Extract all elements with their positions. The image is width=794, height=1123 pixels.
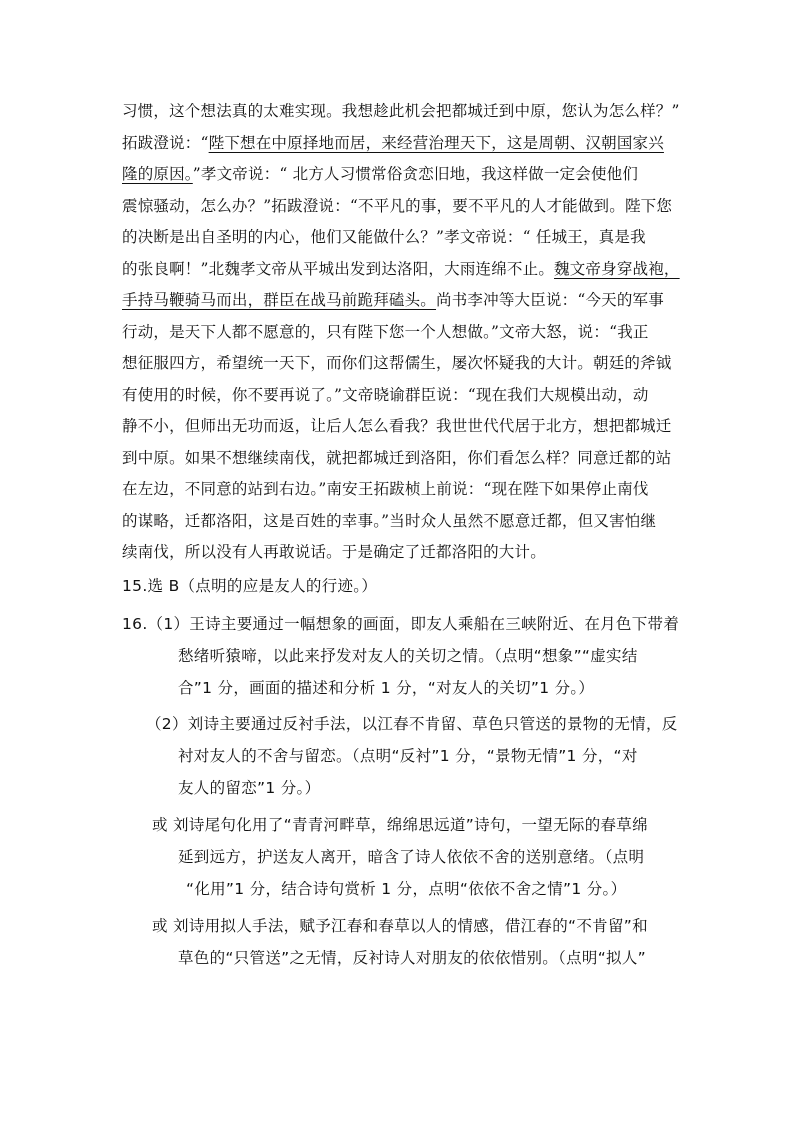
translation-line: 想征服四方，希望统一天下，而你们这帮儒生，屡次怀疑我的大计。朝廷的斧钺 xyxy=(122,354,672,372)
answer-alt-1: 或 刘诗尾句化用了“青青河畔草，绵绵思远道”诗句，一望无际的春草绵 xyxy=(152,816,648,834)
translation-line: 静不小，但师出无功而返，让后人怎么看我？我世世代代居于北方，想把都城迁 xyxy=(122,417,672,435)
translation-line: 的张良啊！”北魏孝文帝从平城出发到达洛阳，大雨连绵不止。魏文帝身穿战袍， xyxy=(122,260,680,278)
underlined-text: 陛下想在中原择地而居，来经营治理天下，这是周朝、汉朝国家兴 xyxy=(208,134,664,152)
translation-line: 的谋略，迁都洛阳，这是百姓的幸事。”当时众人虽然不愿意迁都，但又害怕继 xyxy=(122,512,657,530)
translation-line: 拓跋澄说：“陛下想在中原择地而居，来经营治理天下，这是周朝、汉朝国家兴 xyxy=(122,134,664,152)
translation-line: 在左边，不同意的站到右边。”南安王拓跋桢上前说：“现在陛下如果停止南伐 xyxy=(122,480,649,498)
answer-16-1: 16.（1）王诗主要通过一幅想象的画面，即友人乘船在三峡附近、在月色下带着 xyxy=(122,615,680,633)
translation-line: 震惊骚动，怎么办？”拓跋澄说：“不平凡的事，要不平凡的人才能做到。陛下您 xyxy=(122,197,673,215)
answer-line: 草色的“只管送”之无情，反衬诗人对朋友的依依惜别。（点明“拟人” xyxy=(178,949,646,967)
translation-line: 续南伐，所以没有人再敢说话。于是确定了迁都洛阳的大计。 xyxy=(122,543,546,561)
translation-line: 习惯，这个想法真的太难实现。我想趁此机会把都城迁到中原，您认为怎么样？” xyxy=(122,102,680,120)
translation-line: 隆的原因。”孝文帝说：“ 北方人习惯常俗贪恋旧地，我这样做一定会使他们 xyxy=(122,165,639,183)
answer-line: 愁绪听猿啼，以此来抒发对友人的关切之情。（点明“想象”“虚实结 xyxy=(178,647,638,665)
underlined-text: 魏文帝身穿战袍， xyxy=(554,260,680,278)
translation-line: 的决断是出自圣明的内心，他们又能做什么？”孝文帝说：“ 任城王，真是我 xyxy=(122,228,646,246)
answer-line: 延到远方，护送友人离开，暗含了诗人依依不舍的送别意绪。（点明 xyxy=(178,848,645,866)
translation-line: 有使用的时候，你不要再说了。”文帝晓谕群臣说：“现在我们大规模出动，动 xyxy=(122,386,649,404)
answer-line: 衬对友人的不舍与留恋。（点明“反衬”1 分，“景物无情”1 分，“对 xyxy=(178,747,638,765)
answer-alt-2: 或 刘诗用拟人手法，赋予江春和春草以人的情感，借江春的“不肯留”和 xyxy=(152,917,648,935)
answer-16-2: （2）刘诗主要通过反衬手法，以江春不肯留、草色只管送的景物的无情，反 xyxy=(146,715,678,733)
translation-line: 行动，是天下人都不愿意的，只有陛下您一个人想做。”文帝大怒，说：“我正 xyxy=(122,323,649,341)
answer-line: 友人的留恋”1 分。） xyxy=(178,779,321,797)
answer-line: 合”1 分，画面的描述和分析 1 分，“对友人的关切”1 分。） xyxy=(178,679,595,697)
translation-line: 手持马鞭骑马而出，群臣在战马前跪拜磕头。尚书李冲等大臣说：“今天的军事 xyxy=(122,291,664,309)
underlined-text: 隆的原因。 xyxy=(122,165,193,183)
underlined-text: 手持马鞭骑马而出，群臣在战马前跪拜磕头。 xyxy=(122,291,437,309)
answer-line: “化用”1 分，结合诗句赏析 1 分，点明“依依不舍之情”1 分。） xyxy=(186,880,627,898)
translation-line: 到中原。如果不想继续南伐，就把都城迁到洛阳，你们看怎么样？同意迁都的站 xyxy=(122,449,672,467)
answer-15: 15.选 B（点明的应是友人的行迹。） xyxy=(122,577,378,595)
